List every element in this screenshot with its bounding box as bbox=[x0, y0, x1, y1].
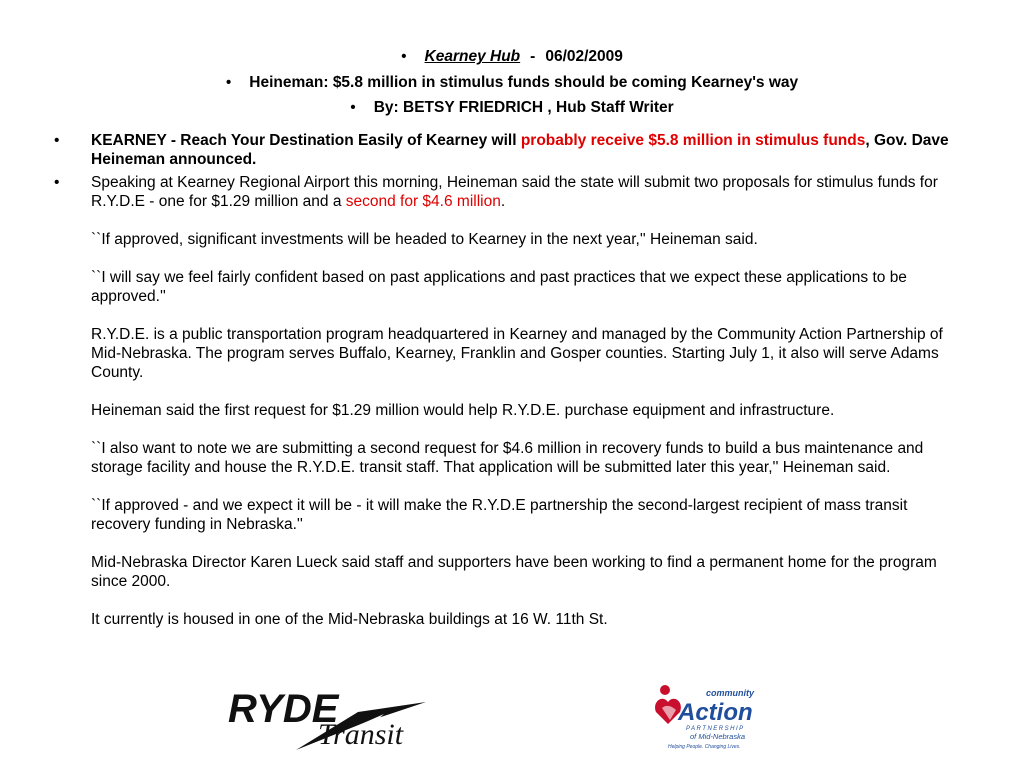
article-paragraphs bbox=[91, 173, 953, 629]
logo-ryde-word: RYDE bbox=[228, 687, 339, 731]
paragraph: ``If approved - and we expect it will be - it will make the R.Y.D.E partnership the second-largest recipient of mass transit recovery funding in Nebraska.'' bbox=[91, 497, 908, 533]
paragraph: It currently is housed in one of the Mid-Nebraska buildings at 16 W. 11th St. bbox=[91, 611, 608, 628]
logo-partnership-text: PARTNERSHIP bbox=[686, 726, 745, 732]
logo-transit-word: Transit bbox=[318, 718, 404, 751]
logo-community-text: community bbox=[706, 688, 755, 698]
article-date: 06/02/2009 bbox=[545, 48, 623, 65]
logo-action-text: Action bbox=[678, 699, 753, 726]
article-header bbox=[0, 44, 1024, 121]
lead-tail-text: , Gov. Dave Heineman announced. bbox=[91, 132, 949, 168]
paragraph: ``I will say we feel fairly confident based on past applications and past practices that we expect these applications to be approved.'' bbox=[91, 269, 907, 305]
paragraph-tail: . bbox=[500, 193, 506, 210]
lead-text: KEARNEY - Reach Your Destination Easily of Kearney will bbox=[91, 132, 521, 149]
header-source-line bbox=[0, 44, 1024, 70]
byline: By: BETSY FRIEDRICH , Hub Staff Writer bbox=[373, 99, 674, 116]
bullet: • bbox=[225, 73, 232, 91]
highlight-text: probably receive $5.8 million in stimulus funds bbox=[520, 132, 866, 149]
header-headline-line bbox=[0, 70, 1024, 96]
paragraph: ``If approved, significant investments will be headed to Kearney in the next year,'' Heineman said. bbox=[91, 231, 758, 248]
source-name: Kearney Hub bbox=[424, 48, 521, 65]
bullet: • bbox=[54, 132, 60, 149]
body-bullet-2 bbox=[48, 173, 953, 629]
body-bullet-1 bbox=[48, 131, 953, 169]
paragraph: Mid-Nebraska Director Karen Lueck said staff and supporters have been working to find a permanent home for the program since 2000. bbox=[91, 554, 937, 590]
article-body bbox=[48, 131, 953, 629]
paragraph: Heineman said the first request for $1.29 million would help R.Y.D.E. purchase equipment and infrastructure. bbox=[91, 402, 835, 419]
bullet: • bbox=[54, 174, 60, 191]
logo-mid-nebraska-text: of Mid-Nebraska bbox=[690, 732, 746, 741]
figure-head bbox=[660, 685, 670, 695]
logo-tagline-text: Helping People. Changing Lives. bbox=[668, 744, 741, 750]
bullet: • bbox=[401, 48, 407, 65]
paragraph: ``I also want to note we are submitting a second request for $4.6 million in recovery funds to build a bus maintenance and storage facility and house the R.Y.D.E. transit staff. That application will be submitted later this year,'' Heineman said. bbox=[91, 440, 924, 476]
paragraph bbox=[91, 173, 953, 211]
ryde-transit-logo bbox=[226, 686, 431, 752]
headline: Heineman: $5.8 million in stimulus funds should be coming Kearney's way bbox=[249, 73, 799, 91]
paragraph: R.Y.D.E. is a public transportation program headquartered in Kearney and managed by the Community Action Partnership of Mid-Nebraska. The program serves Buffalo, Kearney, Franklin and Gosper counties. Starting July 1, it also will serve Adams County. bbox=[91, 326, 943, 381]
paragraph-text: Speaking at Kearney Regional Airport this morning, Heineman said the state will submit two proposals for stimulus funds for R.Y.D.E - one for $1.29 million and a bbox=[91, 174, 938, 210]
highlight-text: second for $4.6 million bbox=[345, 193, 501, 210]
separator: - bbox=[530, 48, 536, 65]
bullet: • bbox=[350, 99, 356, 116]
header-byline-line bbox=[0, 95, 1024, 121]
community-action-logo bbox=[652, 680, 758, 752]
lead-paragraph bbox=[91, 131, 953, 169]
